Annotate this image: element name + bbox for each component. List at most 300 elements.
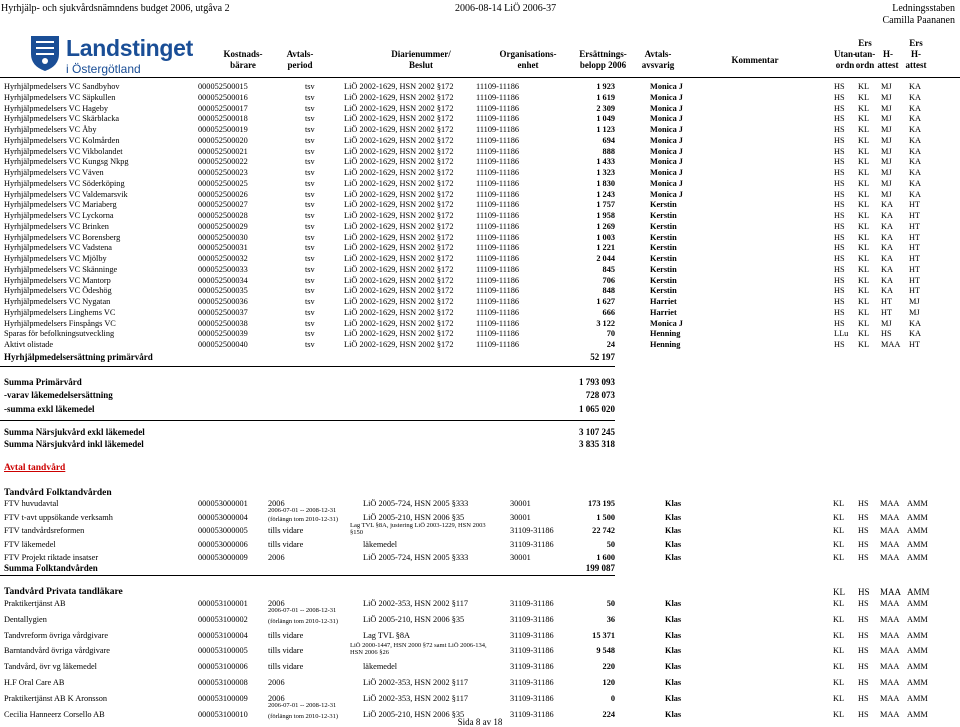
cell-diarie: LiÖ 2002-353, HSN 2002 §117: [363, 678, 469, 687]
cell-name: Hyrhjälpmedelsers VC Kolmården: [4, 135, 120, 145]
cell-name: FTV tandvårdsreformen: [4, 526, 85, 535]
cell-diarie: LiÖ 2005-210, HSN 2006 §35: [363, 614, 465, 624]
col-ers-utanordn: Ers utan- ordn: [854, 38, 876, 70]
cell-u: HS: [834, 200, 845, 210]
cell-u: HS: [834, 254, 845, 263]
table-row: [0, 540, 960, 554]
cell-b: HS: [858, 499, 869, 508]
cell-org: 31109-31186: [510, 678, 554, 687]
table-row: [0, 642, 960, 660]
cell-eh: HT: [909, 286, 921, 296]
table-row: [0, 113, 960, 124]
cell-kost: 000053100010: [198, 709, 248, 719]
cell-diarie: LiÖ 2000-1447, HSN 2000 §72 samt LiÖ 2006-134, HSN 2006 §26: [350, 642, 487, 657]
table-row: [0, 678, 960, 692]
cell-dia: LiÖ 2002-1629, HSN 2002 §172: [344, 200, 454, 210]
cell-kost: 000053000001: [198, 499, 248, 508]
summa-primarvard-label: Summa Primärvård: [4, 377, 82, 387]
cell-kost: 000052500037: [198, 307, 248, 317]
cell-dia: LiÖ 2002-1629, HSN 2002 §172: [344, 264, 454, 274]
cell-diarie: läkemedel: [363, 662, 398, 672]
cell-dia: LiÖ 2002-1629, HSN 2002 §172: [344, 168, 454, 177]
cell-kost: 000052500029: [198, 221, 248, 231]
cell-u: HS: [834, 178, 845, 188]
cell-kost: 000052500038: [198, 318, 248, 328]
cell-avs: Kerstin: [650, 286, 677, 296]
cell-name: Barntandvård övriga vårdgivare: [4, 646, 110, 656]
cell-eh: KA: [909, 82, 921, 91]
cell-eu: KL: [858, 211, 870, 220]
cell-name: Hyrhjälpmedelsers VC Säpkullen: [4, 92, 116, 102]
cell-kost: 000052500017: [198, 103, 248, 113]
cell-val: 1 049: [596, 114, 615, 124]
logo-subtitle: i Östergötland: [66, 62, 141, 76]
col-avtalsperiod: Avtals- period: [286, 49, 314, 70]
cell-name: Tandvreform övriga vårdgivare: [4, 630, 109, 640]
cell-val: 1 003: [596, 232, 615, 242]
cell-dia: LiÖ 2002-1629, HSN 2002 §172: [344, 243, 454, 253]
cell-diarie: LiÖ 2005-210, HSN 2006 §35: [363, 512, 465, 522]
cell-period: tills vidare: [268, 646, 304, 656]
cell-eu: KL: [858, 146, 870, 156]
cell-d: AMM: [907, 553, 928, 562]
cell-org: 11109-11186: [476, 329, 520, 339]
cell-org: 31109-31186: [510, 599, 554, 608]
cell-dia: LiÖ 2002-1629, HSN 2002 §172: [344, 103, 454, 113]
cell-kost: 000052500033: [198, 264, 248, 274]
cell-val: 1 757: [596, 200, 615, 210]
cell-dia: LiÖ 2002-1629, HSN 2002 §172: [344, 329, 454, 339]
landstinget-logo: [28, 32, 206, 74]
cell-eu: KL: [858, 318, 870, 328]
cell-u: LLu: [834, 329, 849, 339]
cell-h: KA: [881, 243, 893, 253]
cell-h: MJ: [881, 189, 892, 199]
cell-org: 11109-11186: [476, 211, 520, 220]
table-row: [0, 199, 960, 210]
cell-kost: 000052500020: [198, 135, 248, 145]
cell-b: HS: [858, 599, 869, 608]
cell-per: tsv: [305, 211, 315, 220]
col-avtalsansvarig: Avtals- avsvarig: [641, 49, 675, 70]
author-name: Camilla Paananen: [882, 15, 955, 26]
table-row: [0, 264, 960, 275]
exkl-lakemedel-label: -summa exkl läkemedel: [4, 404, 95, 414]
table-row: [0, 275, 960, 286]
cell-u: HS: [834, 168, 845, 177]
cell-org: 11109-11186: [476, 307, 520, 317]
cell-kost: 000053000005: [198, 526, 248, 535]
cell-c: MAA: [880, 614, 900, 624]
cell-avs: Kerstin: [650, 211, 677, 220]
table-row: [0, 328, 960, 339]
cell-dia: LiÖ 2002-1629, HSN 2002 §172: [344, 114, 454, 124]
cell-name: Hyrhjälpmedelsers VC Skärblacka: [4, 114, 120, 124]
table-row: [0, 615, 960, 629]
table-row: [0, 553, 960, 567]
cell-per: tsv: [305, 221, 315, 231]
cell-h: MJ: [881, 157, 892, 167]
cell-diarie: Lag TVL §8A: [363, 630, 411, 640]
cell-org: 31109-31186: [510, 539, 554, 549]
cell-name: Hyrhjälpmedelsers VC Borensberg: [4, 232, 121, 242]
cell-c: MAA: [880, 678, 900, 687]
cell-period: 2006: [268, 678, 285, 687]
cell-h: MJ: [881, 103, 892, 113]
cell-eu: KL: [858, 114, 870, 124]
cell-val: 50: [606, 599, 615, 608]
cell-name: Hyrhjälpmedelsers VC Åby: [4, 125, 97, 134]
cell-org: 11109-11186: [476, 254, 520, 263]
cell-dia: LiÖ 2002-1629, HSN 2002 §172: [344, 146, 454, 156]
cell-eh: KA: [909, 135, 921, 145]
department: Ledningsstaben: [892, 3, 955, 14]
table-row: [0, 232, 960, 243]
cell-name: Hyrhjälpmedelsers VC Hageby: [4, 103, 108, 113]
cell-dia: LiÖ 2002-1629, HSN 2002 §172: [344, 189, 454, 199]
cell-d: AMM: [907, 646, 928, 656]
cell-avs: Monica J: [650, 157, 683, 167]
cell-eh: KA: [909, 318, 921, 328]
emblem-icon: [28, 32, 62, 72]
narsjuk-inkl-value: 3 835 318: [579, 439, 615, 449]
table-row: [0, 210, 960, 221]
cell-h: KA: [881, 275, 893, 285]
cell-c: MAA: [880, 499, 900, 508]
cell-val: 1 221: [596, 243, 615, 253]
cell-kost: 000052500019: [198, 125, 248, 134]
cell-d: AMM: [907, 678, 928, 687]
cell-dia: LiÖ 2002-1629, HSN 2002 §172: [344, 221, 454, 231]
cell-eh: KA: [909, 146, 921, 156]
cell-name: Hyrhjälpmedelsers VC Vikbolandet: [4, 146, 123, 156]
cell-name: Hyrhjälpmedelsers VC Brinken: [4, 221, 109, 231]
table-row: [0, 124, 960, 135]
cell-name: Hyrhjälpmedelsers VC Sandbyhov: [4, 82, 120, 91]
cell-diarie: LiÖ 2002-353, HSN 2002 §117: [363, 693, 469, 703]
cell-u: HS: [834, 92, 845, 102]
primarvard-total-label: Hyrhjälpmedelsersättning primärvård: [4, 352, 153, 362]
cell-h: KA: [881, 211, 893, 220]
cell-val: 120: [602, 678, 615, 687]
cell-a: KL: [833, 539, 845, 549]
cell-avs: Klas: [665, 709, 682, 719]
cell-org: 11109-11186: [476, 232, 520, 242]
cell-u: HS: [834, 82, 845, 91]
cell-eh: KA: [909, 178, 921, 188]
table-row: [0, 167, 960, 178]
cell-val: 845: [602, 264, 615, 274]
cell-name: Hyrhjälpmedelsers VC Valdemarsvik: [4, 189, 128, 199]
cell-kost: 000052500018: [198, 114, 248, 124]
folk-total-label: Summa Folktandvården: [4, 563, 98, 573]
priv-head-b: HS: [858, 587, 870, 597]
cell-org: 11109-11186: [476, 275, 520, 285]
cell-avs: Kerstin: [650, 264, 677, 274]
cell-a: KL: [833, 709, 845, 719]
cell-avs: Klas: [665, 499, 682, 508]
cell-val: 70: [606, 329, 615, 339]
cell-org: 11109-11186: [476, 264, 520, 274]
cell-name: Hyrhjälpmedelsers Finspångs VC: [4, 318, 116, 328]
primarvard-total-value: 52 197: [590, 352, 615, 362]
cell-u: HS: [834, 232, 845, 242]
cell-per: tsv: [305, 318, 315, 328]
cell-org: 31109-31186: [510, 693, 554, 703]
cell-c: MAA: [880, 709, 900, 719]
cell-kost: 000052500026: [198, 189, 248, 199]
cell-per: tsv: [305, 200, 315, 210]
cell-diarie: LiÖ 2005-210, HSN 2006 §35: [363, 709, 465, 719]
cell-h: KA: [881, 221, 893, 231]
cell-kost: 000052500023: [198, 168, 248, 177]
cell-dia: LiÖ 2002-1629, HSN 2002 §172: [344, 82, 454, 91]
cell-org: 11109-11186: [476, 221, 520, 231]
cell-kost: 000053100001: [198, 599, 248, 608]
col-utanordn: Utan- ordn: [834, 49, 856, 70]
cell-b: HS: [858, 630, 869, 640]
cell-kost: 000052500032: [198, 254, 248, 263]
table-row: [0, 178, 960, 189]
cell-kost: 000052500028: [198, 211, 248, 220]
cell-avs: Klas: [665, 553, 682, 562]
period-note: 2006-07-01 -- 2008-12-31: [268, 507, 337, 514]
cell-kost: 000052500016: [198, 92, 248, 102]
cell-per: tsv: [305, 254, 315, 263]
cell-kost: 000052500022: [198, 157, 248, 167]
cell-val: 666: [602, 307, 615, 317]
cell-eh: KA: [909, 157, 921, 167]
table-row: [0, 253, 960, 264]
cell-avs: Klas: [665, 614, 682, 624]
cell-per: tsv: [305, 178, 315, 188]
cell-a: KL: [833, 614, 845, 624]
cell-name: FTV Projekt riktade insatser: [4, 553, 99, 562]
cell-org: 31109-31186: [510, 662, 554, 672]
col-ersattningsbelopp: Ersättnings- belopp 2006: [579, 49, 627, 70]
cell-name: Hyrhjälpmedelsers VC Kungsg Nkpg: [4, 157, 129, 167]
cell-val: 694: [602, 135, 615, 145]
cell-org: 11109-11186: [476, 286, 520, 296]
cell-kost: 000052500036: [198, 297, 248, 306]
table-row: [0, 296, 960, 307]
cell-name: Tandvård, övr vg läkemedel: [4, 662, 97, 672]
cell-dia: LiÖ 2002-1629, HSN 2002 §172: [344, 275, 454, 285]
cell-dia: LiÖ 2002-1629, HSN 2002 §172: [344, 178, 454, 188]
cell-d: AMM: [907, 499, 928, 508]
folk-total-value: 199 087: [585, 563, 615, 573]
cell-h: HT: [881, 307, 893, 317]
cell-val: 36: [606, 614, 615, 624]
cell-name: Hyrhjälpmedelsers VC Ödeshög: [4, 286, 112, 296]
cell-period: tills vidare: [268, 630, 304, 640]
document-title: Hyrhjälp- och sjukvårdsnämndens budget 2006, utgåva 2: [1, 3, 230, 14]
cell-avs: Klas: [665, 693, 682, 703]
cell-eh: HT: [909, 211, 921, 220]
cell-h: KA: [881, 200, 893, 210]
cell-eu: KL: [858, 254, 870, 263]
table-row: [0, 156, 960, 167]
narsjuk-inkl-label: Summa Närsjukvård inkl läkemedel: [4, 439, 144, 449]
table-row: [0, 221, 960, 232]
cell-c: MAA: [880, 693, 900, 703]
cell-diarie: LiÖ 2005-724, HSN 2005 §333: [363, 553, 469, 562]
cell-avs: Kerstin: [650, 243, 677, 253]
cell-period: tills vidare: [268, 662, 304, 672]
logo-name: Landstinget: [66, 35, 194, 61]
cell-kost: 000052500035: [198, 286, 248, 296]
cell-name: Hyrhjälpmedelsers Linghems VC: [4, 307, 116, 317]
cell-val: 173 195: [588, 499, 615, 508]
cell-c: MAA: [880, 512, 900, 522]
cell-u: HS: [834, 114, 845, 124]
cell-avs: Monica J: [650, 82, 683, 91]
cell-dia: LiÖ 2002-1629, HSN 2002 §172: [344, 254, 454, 263]
cell-c: MAA: [880, 539, 900, 549]
cell-b: HS: [858, 526, 869, 535]
cell-val: 224: [602, 709, 615, 719]
cell-eh: KA: [909, 189, 921, 199]
narsjuk-exkl-value: 3 107 245: [579, 427, 615, 437]
cell-avs: Klas: [665, 526, 682, 535]
cell-val: 1 269: [596, 221, 615, 231]
table-row: [0, 285, 960, 296]
cell-avs: Monica J: [650, 168, 683, 177]
cell-per: tsv: [305, 329, 315, 339]
cell-dia: LiÖ 2002-1629, HSN 2002 §172: [344, 157, 454, 167]
cell-kost: 000052500034: [198, 275, 248, 285]
cell-b: HS: [858, 614, 869, 624]
cell-per: tsv: [305, 168, 315, 177]
cell-org: 11109-11186: [476, 82, 520, 91]
table-row: [0, 522, 960, 540]
col-kostnadsbarare: Kostnads- bärare: [223, 49, 263, 70]
cell-per: tsv: [305, 82, 315, 91]
cell-dia: LiÖ 2002-1629, HSN 2002 §172: [344, 297, 454, 306]
cell-per: tsv: [305, 340, 315, 349]
cell-eu: KL: [858, 135, 870, 145]
cell-dia: LiÖ 2002-1629, HSN 2002 §172: [344, 318, 454, 328]
table-row: [0, 599, 960, 613]
cell-per: tsv: [305, 125, 315, 134]
cell-val: 0: [610, 693, 615, 703]
page-header: [0, 0, 960, 30]
cell-eh: HT: [909, 254, 921, 263]
cell-b: HS: [858, 693, 869, 703]
cell-dia: LiÖ 2002-1629, HSN 2002 §172: [344, 340, 454, 349]
cell-per: tsv: [305, 275, 315, 285]
cell-org: 11109-11186: [476, 103, 520, 113]
cell-diarie: Lag TVL §8A, justering LiÖ 2003-1229, HSN 2003 §150: [350, 522, 486, 536]
cell-avs: Klas: [665, 512, 682, 522]
cell-avs: Monica J: [650, 189, 683, 199]
cell-val: 888: [602, 146, 615, 156]
cell-val: 1 619: [596, 92, 615, 102]
cell-val: 15 371: [592, 630, 615, 640]
privata-title: Tandvård Privata tandläkare: [4, 587, 123, 597]
cell-per: tsv: [305, 157, 315, 167]
cell-eh: HT: [909, 200, 921, 210]
cell-name: FTV huvudavtal: [4, 499, 59, 508]
cell-val: 220: [602, 662, 615, 672]
cell-h: KA: [881, 232, 893, 242]
lakemedel-value: 728 073: [585, 390, 615, 400]
cell-eu: KL: [858, 297, 870, 306]
table-row: [0, 662, 960, 676]
cell-h: KA: [881, 254, 893, 263]
cell-per: tsv: [305, 307, 315, 317]
cell-org: 11109-11186: [476, 189, 520, 199]
cell-name: FTV t-avt uppsökande verksamh: [4, 512, 113, 522]
cell-period: tills vidare: [268, 539, 304, 549]
cell-u: HS: [834, 286, 845, 296]
table-row: [0, 307, 960, 318]
cell-dia: LiÖ 2002-1629, HSN 2002 §172: [344, 286, 454, 296]
cell-name: Hyrhjälpmedelsers VC Mjölby: [4, 254, 107, 263]
cell-h: MAA: [881, 340, 901, 349]
cell-c: MAA: [880, 646, 900, 656]
cell-avs: Harriet: [650, 297, 677, 306]
cell-u: HS: [834, 146, 845, 156]
table-row: [0, 103, 960, 114]
cell-eu: KL: [858, 275, 870, 285]
cell-org: 11109-11186: [476, 168, 520, 177]
cell-h: HS: [881, 329, 892, 339]
cell-name: Hyrhjälpmedelsers VC Mariaberg: [4, 200, 117, 210]
cell-dia: LiÖ 2002-1629, HSN 2002 §172: [344, 135, 454, 145]
cell-eu: KL: [858, 221, 870, 231]
cell-eh: HT: [909, 264, 921, 274]
cell-h: KA: [881, 264, 893, 274]
col-kommentar: Kommentar: [731, 55, 779, 65]
cell-period: 2006: [268, 599, 285, 608]
cell-period: tills vidare: [268, 526, 304, 535]
cell-a: KL: [833, 678, 845, 687]
cell-avs: Monica J: [650, 125, 683, 134]
cell-name: Hyrhjälpmedelsers VC Lyckorna: [4, 211, 114, 220]
cell-avs: Kerstin: [650, 221, 677, 231]
cell-eu: KL: [858, 103, 870, 113]
cell-u: HS: [834, 264, 845, 274]
cell-u: HS: [834, 221, 845, 231]
cell-u: HS: [834, 135, 845, 145]
col-ers-h-attest: Ers H- attest: [905, 38, 927, 70]
cell-avs: Henning: [650, 329, 681, 339]
lakemedel-label: -varav läkemedelsersättning: [4, 390, 113, 400]
cell-c: MAA: [880, 599, 900, 608]
cell-kost: 000053100009: [198, 693, 248, 703]
cell-per: tsv: [305, 103, 315, 113]
cell-per: tsv: [305, 114, 315, 124]
cell-val: 1 500: [596, 512, 615, 522]
cell-val: 24: [606, 340, 615, 349]
cell-avs: Harriet: [650, 307, 677, 317]
cell-kost: 000052500030: [198, 232, 248, 242]
cell-org: 11109-11186: [476, 92, 520, 102]
cell-per: tsv: [305, 92, 315, 102]
cell-d: AMM: [907, 599, 928, 608]
cell-h: MJ: [881, 178, 892, 188]
cell-eu: KL: [858, 200, 870, 210]
period-note: 2006-07-01 -- 2008-12-31: [268, 607, 337, 614]
priv-head-d: AMM: [907, 587, 930, 597]
cell-val: 1 830: [596, 178, 615, 188]
narsjuk-rule: [0, 420, 615, 421]
cell-org: 31109-31186: [510, 709, 554, 719]
cell-org: 30001: [510, 553, 531, 562]
cell-eu: KL: [858, 157, 870, 167]
cell-avs: Klas: [665, 630, 682, 640]
